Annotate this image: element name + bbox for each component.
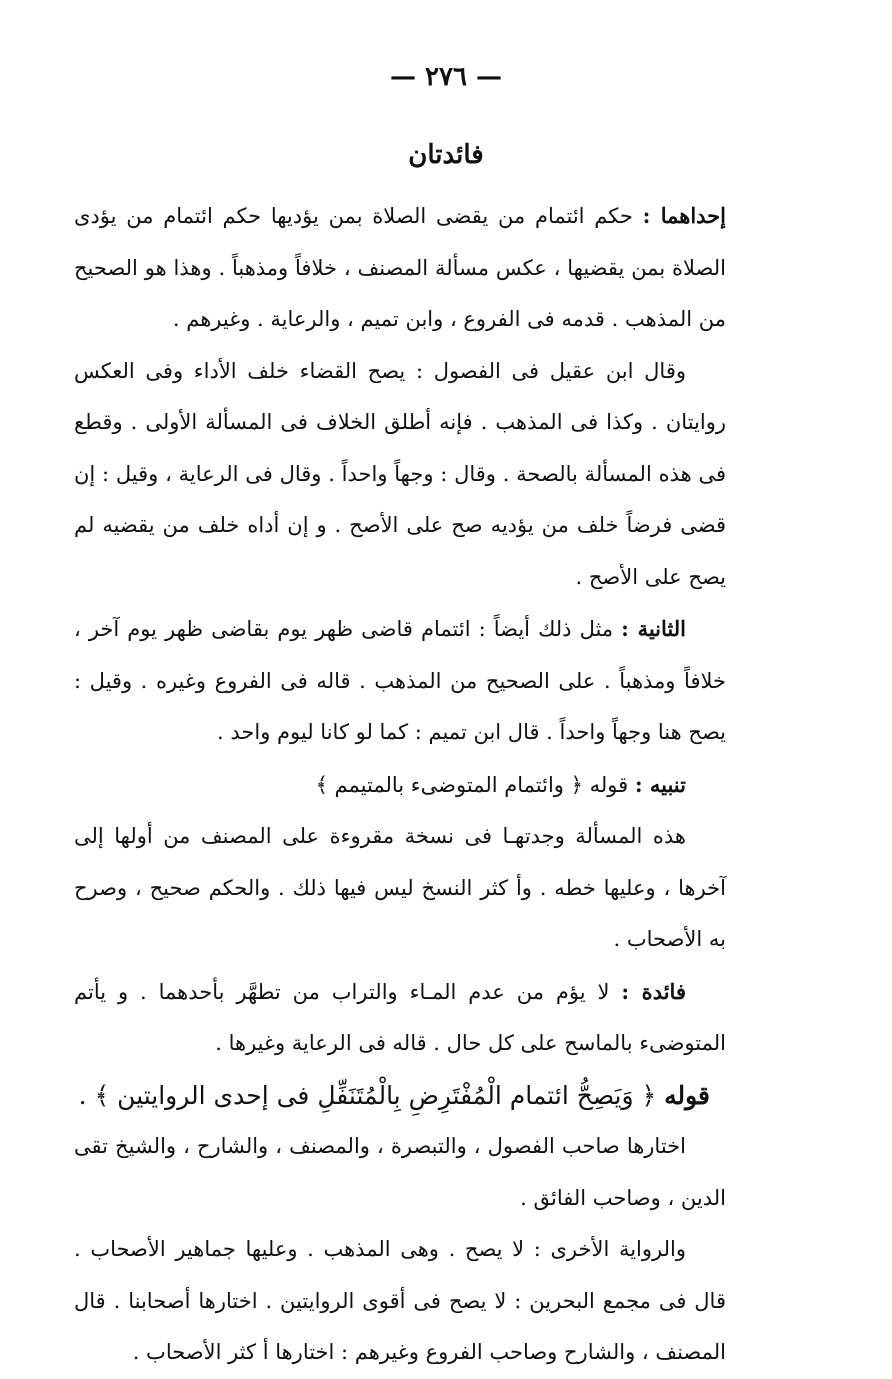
paragraph-lead: فائدة :	[621, 978, 686, 1004]
paragraph-text: اختارها صاحب الفصول ، والتبصرة ، والمصنف ، والشارح ، والشيخ تقى الدين ، وصاحب الفائق .	[74, 1134, 726, 1210]
paragraph-lead: إحداهما :	[642, 203, 726, 228]
paragraph-lead: قوله	[664, 1080, 710, 1110]
paragraph-text: مثل ذلك أيضاً : ائتمام قاضى ظهر يوم بقاضى ظهر يوم آخر ، خلافاً ومذهباً . على الصحيح من المذهب . قاله فى الفروع وغيره . وقيل : يصح هنا وجهاً واحداً . قال ابن تميم : كما لو كانا ليوم واحد .	[74, 617, 726, 744]
paragraph-lead: الثانية :	[621, 616, 686, 641]
paragraph-text: لا يؤم من عدم المـاء والتراب من تطهَّر بأحدهما . و يأتم المتوضىء بالماسح على كل حال . قاله فى الرعاية وغيرها .	[74, 979, 726, 1055]
paragraph-other-narration	[74, 1224, 726, 1379]
paragraph-text: هذه المسألة وجدتهـا فى نسخة مقروءة على المصنف من أولها إلى آخرها ، وعليها خطه . وأ كثر النسخ ليس فيها ذلك . والحكم صحيح ، وصرح به الأصحاب .	[74, 824, 726, 951]
body-text	[74, 190, 726, 1379]
paragraph-note	[74, 759, 726, 812]
paragraph-benefit	[74, 966, 726, 1070]
paragraph-lead: تنبيه :	[634, 771, 686, 797]
section-heading: فائدتان	[408, 140, 484, 170]
paragraph-manuscript-remark	[74, 811, 726, 966]
paragraph-text: وقال ابن عقيل فى الفصول : يصح القضاء خلف الأداء وفى العكس روايتان . وكذا فى المذهب . فإنه أطلق الخلاف فى المسألة الأولى . وقطع فى هذه المسألة بالصحة . وقال : وجهاً واحداً . وقال فى الرعاية ، وقيل : إن قضى فرضاً خلف من يؤديه صح على الأصح . و إن أداه خلف من يقضيه لم يصح على الأصح .	[74, 358, 726, 589]
paragraph-quoted-text	[74, 1070, 726, 1122]
paragraph-second-benefit	[74, 603, 726, 759]
paragraph-text: والرواية الأخرى : لا يصح . وهى المذهب . وعليها جماهير الأصحاب . قال فى مجمع البحرين : لا يصح فى أقوى الروايتين . اختارها أصحابنا . قال المصنف ، والشارح وصاحب الفروع وغيرهم : اختارها أ كثر الأصحاب .	[74, 1237, 726, 1364]
paragraph-text: ﴿ وَيَصِحُّ ائتمام الْمُفْتَرِضِ بِالْمُتَنَفِّلِ فى إحدى الروايتين ﴾ .	[78, 1080, 665, 1110]
paragraph-chosen-by	[74, 1121, 726, 1224]
page-number: — ٢٧٦ —	[389, 62, 503, 92]
paragraph-first-benefit	[74, 190, 726, 346]
paragraph-text: حكم ائتمام من يقضى الصلاة بمن يؤديها حكم ائتمام من يؤدى الصلاة بمن يقضيها ، عكس مسألة المصنف ، خلافاً ومذهباً . وهذا هو الصحيح من المذهب . قدمه فى الفروع ، وابن تميم ، والرعاية . وغيرهم .	[74, 204, 726, 331]
paragraph-ibn-aqil	[74, 346, 726, 604]
paragraph-text: قوله ﴿ وائتمام المتوضىء بالمتيمم ﴾	[315, 772, 635, 797]
